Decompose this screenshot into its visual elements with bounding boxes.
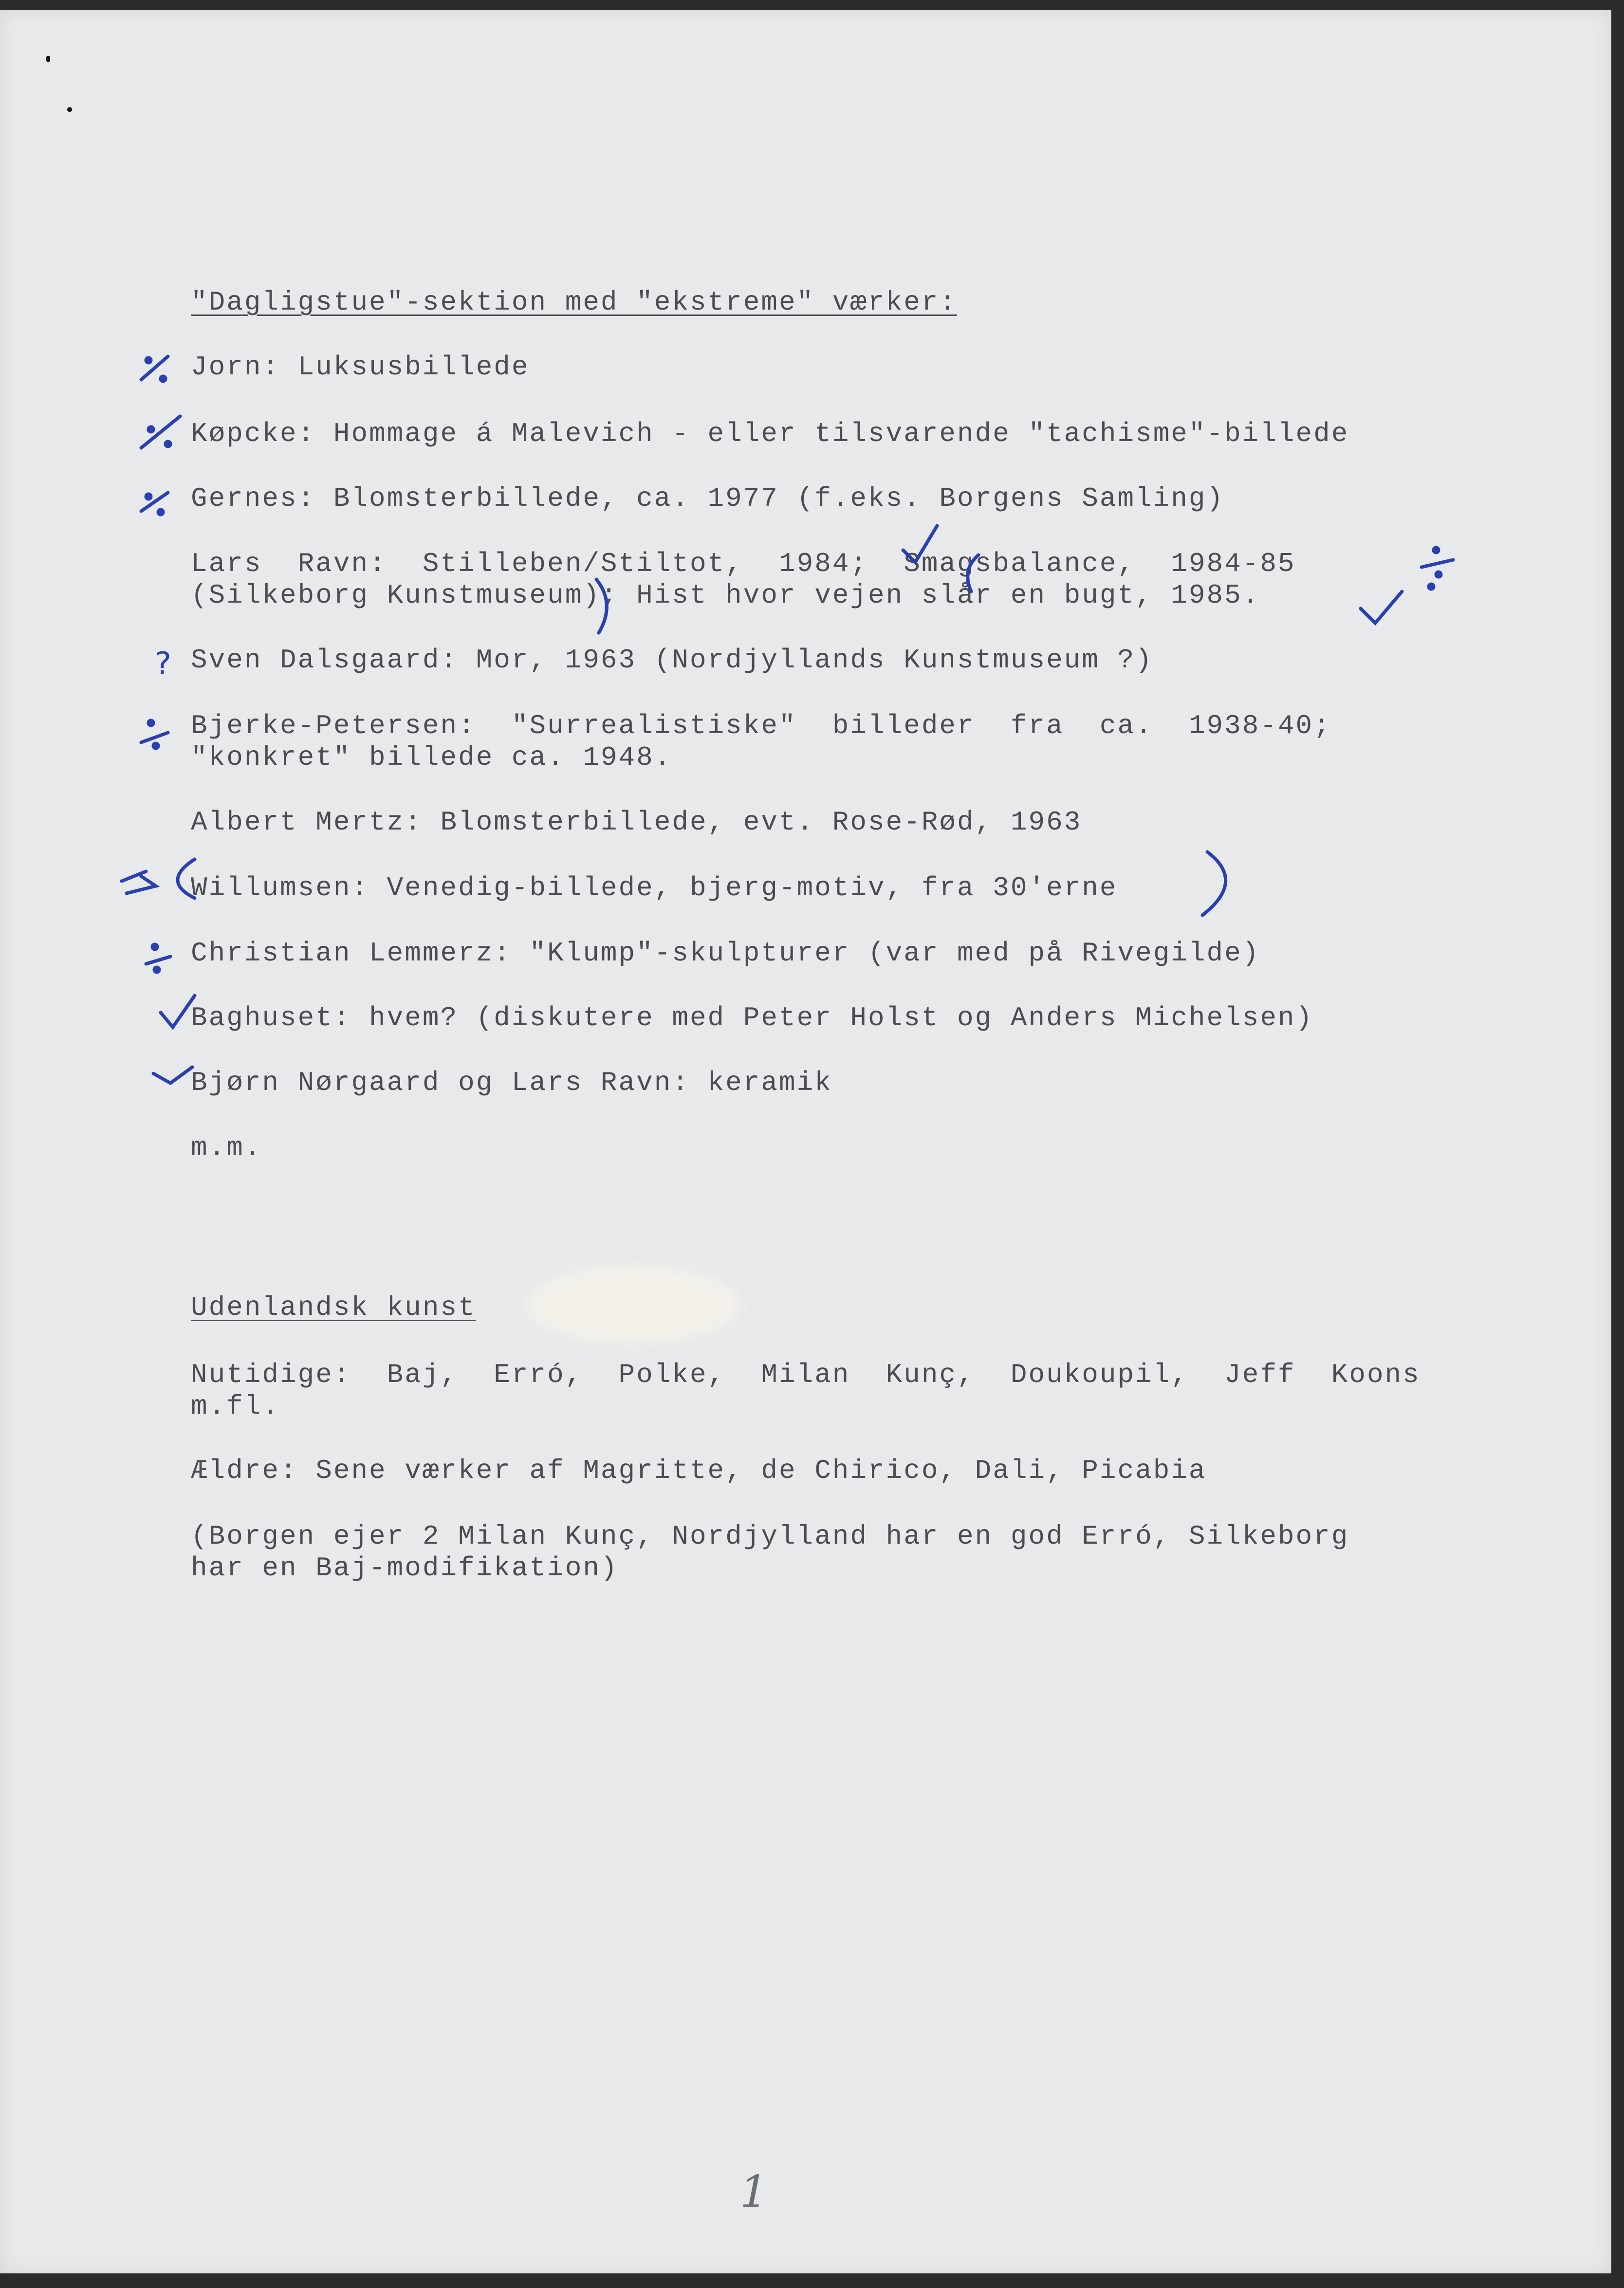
section-heading-udenlandsk: Udenlandsk kunst: [191, 1292, 476, 1323]
checkmark-icon: [153, 1067, 192, 1083]
list-item-jorn: Jorn: Luksusbillede: [191, 351, 530, 383]
checkmark-icon: [903, 526, 937, 562]
divide-mark-icon: [141, 493, 168, 515]
bracket-mark-icon: [968, 555, 978, 591]
handwritten-marks: [0, 10, 1611, 2273]
divide-mark-icon: [141, 356, 168, 381]
divide-mark-icon: [141, 720, 168, 748]
bracket-mark-icon: [596, 579, 607, 633]
document-page: [0, 10, 1611, 2273]
list-item-aeldre: Ældre: Sene værker af Magritte, de Chirico, Dali, Picabia: [191, 1455, 1207, 1486]
question-mark-icon: ?: [155, 646, 171, 682]
list-item-bjerke-line2: "konkret" billede ca. 1948.: [191, 742, 672, 773]
paper-speck: [67, 107, 72, 112]
list-item-willumsen: Willumsen: Venedig-billede, bjerg-motiv, fra 30'erne: [191, 872, 1118, 904]
divide-mark-icon: [1421, 548, 1453, 589]
list-item-dalsgaard: Sven Dalsgaard: Mor, 1963 (Nordjyllands Kunstmuseum ?): [191, 645, 1153, 676]
list-item-nutidige-line1: Nutidige: Baj, Erró, Polke, Milan Kunç, Doukoupil, Jeff Koons: [191, 1359, 1421, 1390]
bracket-mark-icon: [1202, 852, 1226, 915]
list-item-borgen-line1: (Borgen ejer 2 Milan Kunç, Nordjylland har en god Erró, Silkeborg: [191, 1521, 1349, 1552]
list-item-bjerke-line1: Bjerke-Petersen: "Surrealistiske" billeder fra ca. 1938-40;: [191, 710, 1331, 741]
bracket-mark-icon: [178, 859, 195, 898]
scribble-mark-icon: [122, 871, 156, 893]
list-item-norgaard: Bjørn Nørgaard og Lars Ravn: keramik: [191, 1067, 832, 1098]
list-item-kopcke: Køpcke: Hommage á Malevich - eller tilsvarende "tachisme"-billede: [191, 418, 1349, 449]
divide-mark-icon: [141, 416, 180, 448]
paper-speck: [46, 56, 50, 62]
list-item-gernes: Gernes: Blomsterbillede, ca. 1977 (f.eks. Borgens Samling): [191, 483, 1225, 514]
list-item-mm: m.m.: [191, 1132, 262, 1163]
list-item-ravn-line1: Lars Ravn: Stilleben/Stiltot, 1984; Smagsbalance, 1984-85: [191, 548, 1296, 579]
list-item-nutidige-line2: m.fl.: [191, 1391, 280, 1422]
checkmark-icon: [161, 996, 195, 1027]
section-heading-dagligstue: "Dagligstue"-sektion med "ekstreme" værker:: [191, 287, 958, 318]
list-item-lemmerz: Christian Lemmerz: "Klump"-skulpturer (var med på Rivegilde): [191, 938, 1260, 969]
list-item-borgen-line2: har en Baj-modifikation): [191, 1552, 619, 1584]
page-number: 1: [740, 2166, 768, 2217]
list-item-ravn-line2: (Silkeborg Kunstmuseum); Hist hvor vejen slår en bugt, 1985.: [191, 580, 1260, 611]
list-item-baghuset: Baghuset: hvem? (diskutere med Peter Holst og Anders Michelsen): [191, 1002, 1314, 1033]
divide-mark-icon: [146, 944, 170, 972]
checkmark-icon: [1361, 591, 1402, 623]
list-item-mertz: Albert Mertz: Blomsterbillede, evt. Rose-Rød, 1963: [191, 807, 1082, 838]
